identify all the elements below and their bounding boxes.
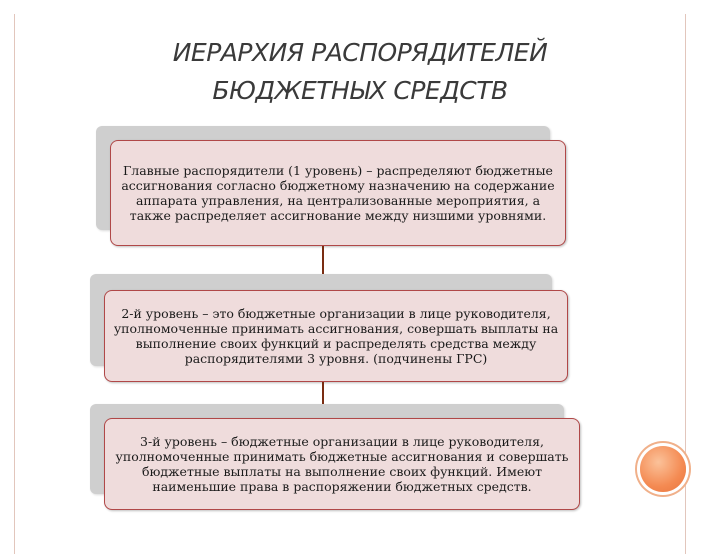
decorative-orb-icon [640,446,686,492]
level-2-box [104,290,568,382]
level-1-text: Главные распорядители (1 уровень) – распределяют бюджетные ассигнования согласно бюджетному назначению на содержание аппарата управления, на централизованные мероприятия, а также распределяет ассигнование между низшими уровнями. [121,163,555,223]
level-3-text: 3-й уровень – бюджетные организации в лице руководителя, уполномоченные принимать бюджетные ассигнования и совершать бюджетные выплаты на выполнение своих функций. Имеют наименьшие права в распоряжении бюджетных средств. [115,434,569,494]
level-1-box [110,140,566,246]
level-2-text: 2-й уровень – это бюджетные организации в лице руководителя, уполномоченные принимать ассигнования, совершать выплаты на выполнение своих функций и распределять средства между распорядителями 3 уровня. (подчинены ГРС) [113,306,559,366]
slide-title [100,34,620,110]
level-3-box [104,418,580,510]
title-line-2: БЮДЖЕТНЫХ СРЕДСТВ [212,76,508,105]
title-line-1: ИЕРАРХИЯ РАСПОРЯДИТЕЛЕЙ [172,38,548,67]
